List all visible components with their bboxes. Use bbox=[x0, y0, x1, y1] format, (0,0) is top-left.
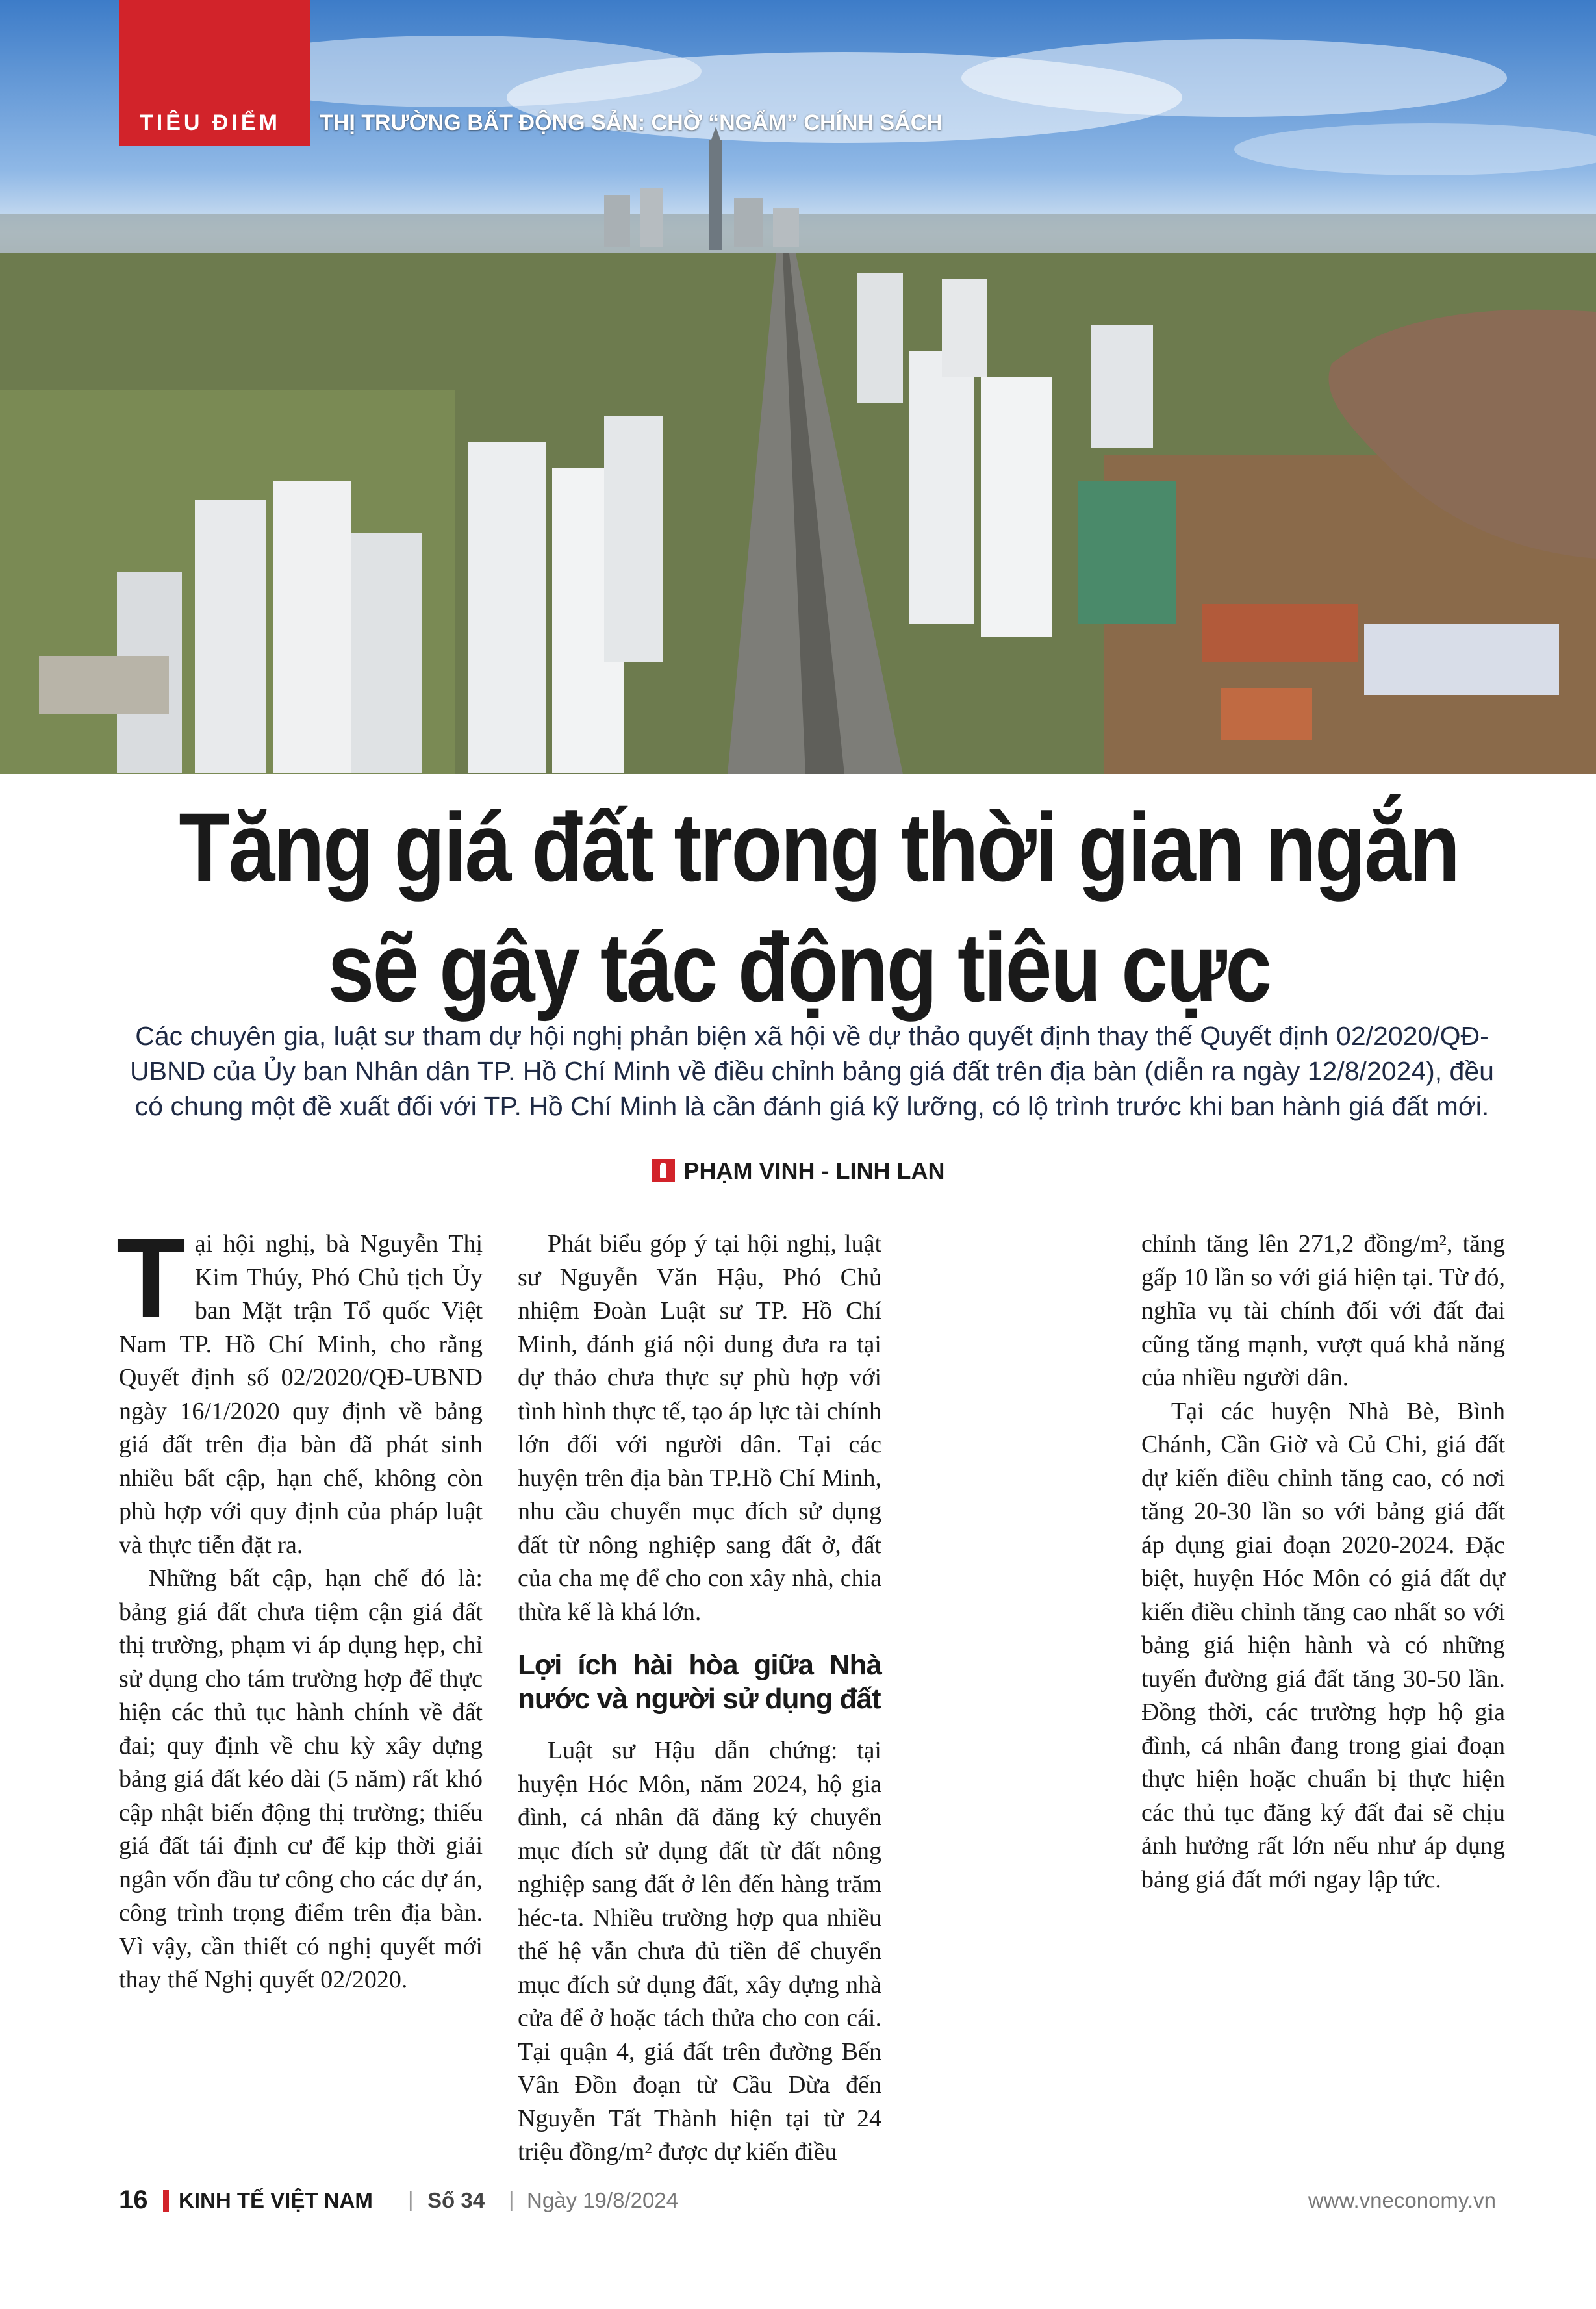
page-number: 16 bbox=[119, 2186, 148, 2214]
paragraph-1: Tại hội nghị, bà Nguyễn Thị Kim Thúy, Phó Chủ tịch Ủy ban Mặt trận Tổ quốc Việt Nam TP. Hồ Chí Minh, cho rằng Quyết định số 02/2020/QĐ-UBND ngày 16/1/2020 quy định về bảng giá đất trên địa bàn đã phát sinh nhiều bất cập, hạn chế, không còn phù hợp với quy định của pháp luật và thực tiễn đặt ra. bbox=[116, 1215, 483, 1559]
footer-accent-bar bbox=[163, 2190, 169, 2212]
byline bbox=[0, 1157, 1596, 1185]
subheading: Lợi ích hài hòa giữa Nhà nước và người sử dụng đất bbox=[518, 1649, 881, 1715]
paragraph-5: Tại các huyện Nhà Bè, Bình Chánh, Cần Giờ và Củ Chi, giá đất dự kiến điều chỉnh tăng cao, có nơi tăng 20-30 lần so với bảng giá đất áp dụng giai đoạn 2020-2024. Đặc biệt, huyện Hóc Môn có giá đất dự kiến điều chỉnh tăng cao nhất so với bảng giá hiện hành và có những tuyến đường giá đất tăng 30-50 lần. Đồng thời, các trường hợp hộ gia đình, cá nhân đang trong giai đoạn thực hiện hoặc chuẩn bị thực hiện các thủ tục đăng ký đất đai sẽ chịu ảnh hưởng rất lớn nếu như áp dụng bảng giá đất mới ngay lập tức. bbox=[1141, 1397, 1505, 1893]
byline-authors: PHẠM VINH - LINH LAN bbox=[683, 1157, 945, 1184]
footer-separator: | bbox=[509, 2187, 514, 2211]
headline-line-1: Tăng giá đất trong thời gian ngắn bbox=[179, 792, 1459, 902]
paragraph-4: Luật sư Hậu dẫn chứng: tại huyện Hóc Môn, năm 2024, hộ gia đình, cá nhân đã đăng ký chuyển mục đích sử dụng đất từ đất nông nghiệp sang đất ở lên đến hàng trăm héc-ta. Nhiều trường hợp qua nhiều thế hệ vẫn chưa đủ tiền để chuyển mục đích sử dụng đất, xây dựng nhà cửa để ở hoặc tách thửa cho con cái. Tại quận 4, giá đất trên đường Bến Vân Đồn đoạn từ Cầu Dừa đến Nguyễn Tất Thành hiện tại từ 24 triệu đồng/m² được dự kiến điều bbox=[518, 1737, 881, 2165]
footer-separator: | bbox=[408, 2187, 414, 2211]
section-tag: TIÊU ĐIỂM bbox=[140, 110, 281, 135]
hero-photo bbox=[0, 0, 1596, 774]
paragraph-2: Những bất cập, hạn chế đó là: bảng giá đất chưa tiệm cận giá đất thị trường, phạm vi áp dụng hẹp, chỉ sử dụng cho tám trường hợp để thực hiện các thủ tục hành chính về đất đai; quy định về chu kỳ xây dựng bảng giá đất kéo dài (5 năm) rất khó cập nhật biến động thị trường; thiếu giá đất tái định cư để kịp thời giải ngân vốn đầu tư công cho các dự án, công trình trọng điểm trên địa bàn. Vì vậy, cần thiết có nghị quyết mới thay thế Nghị quyết 02/2020. bbox=[119, 1565, 483, 1993]
headline-line-2: sẽ gây tác động tiêu cực bbox=[327, 913, 1271, 1022]
paragraph-4-continued: chỉnh tăng lên 271,2 đồng/m², tăng gấp 10 lần so với giá hiện tại. Từ đó, nghĩa vụ tài chính đối với đất đai cũng tăng mạnh, vượt quá khả năng của nhiều người dân. bbox=[1141, 1230, 1505, 1391]
article-column-1 bbox=[116, 1215, 483, 1997]
author-icon bbox=[652, 1159, 675, 1182]
article-column-2 bbox=[518, 1228, 881, 2169]
paragraph-3: Phát biểu góp ý tại hội nghị, luật sư Nguyễn Văn Hậu, Phó Chủ nhiệm Đoàn Luật sư TP. Hồ Chí Minh, đánh giá nội dung đưa ra tại dự thảo chưa thực sự phù hợp với tình hình thực tế, tạo áp lực tài chính lớn đối với người dân. Tại các huyện trên địa bàn TP.Hồ Chí Minh, nhu cầu chuyển mục đích sử dụng đất từ nông nghiệp sang đất ở, đất của cha mẹ để cho con xây nhà, chia thừa kế là khá lớn. bbox=[518, 1230, 881, 1626]
section-title: THỊ TRƯỜNG BẤT ĐỘNG SẢN: CHỜ “NGẤM” CHÍNH SÁCH bbox=[320, 110, 943, 135]
issue-number: Số 34 bbox=[427, 2188, 485, 2212]
website-link[interactable]: www.vneconomy.vn bbox=[1308, 2188, 1496, 2212]
issue-date: Ngày 19/8/2024 bbox=[527, 2188, 679, 2212]
lead-paragraph: Các chuyên gia, luật sư tham dự hội nghị phản biện xã hội về dự thảo quyết định thay thế Quyết định 02/2020/QĐ-UBND của Ủy ban Nhân dân TP. Hồ Chí Minh về điều chỉnh bảng giá đất trên địa bàn (diễn ra ngày 12/8/2024), đều có chung một đề xuất đối với TP. Hồ Chí Minh là cần đánh giá kỹ lưỡng, có lộ trình trước khi ban hành giá đất mới. bbox=[130, 1021, 1494, 1121]
magazine-name: KINH TẾ VIỆT NAM bbox=[179, 2188, 373, 2212]
headline bbox=[179, 787, 1459, 1028]
page-footer bbox=[119, 2186, 1496, 2218]
article-column-3 bbox=[1141, 1228, 1505, 1897]
drop-cap: T bbox=[116, 1215, 186, 1342]
